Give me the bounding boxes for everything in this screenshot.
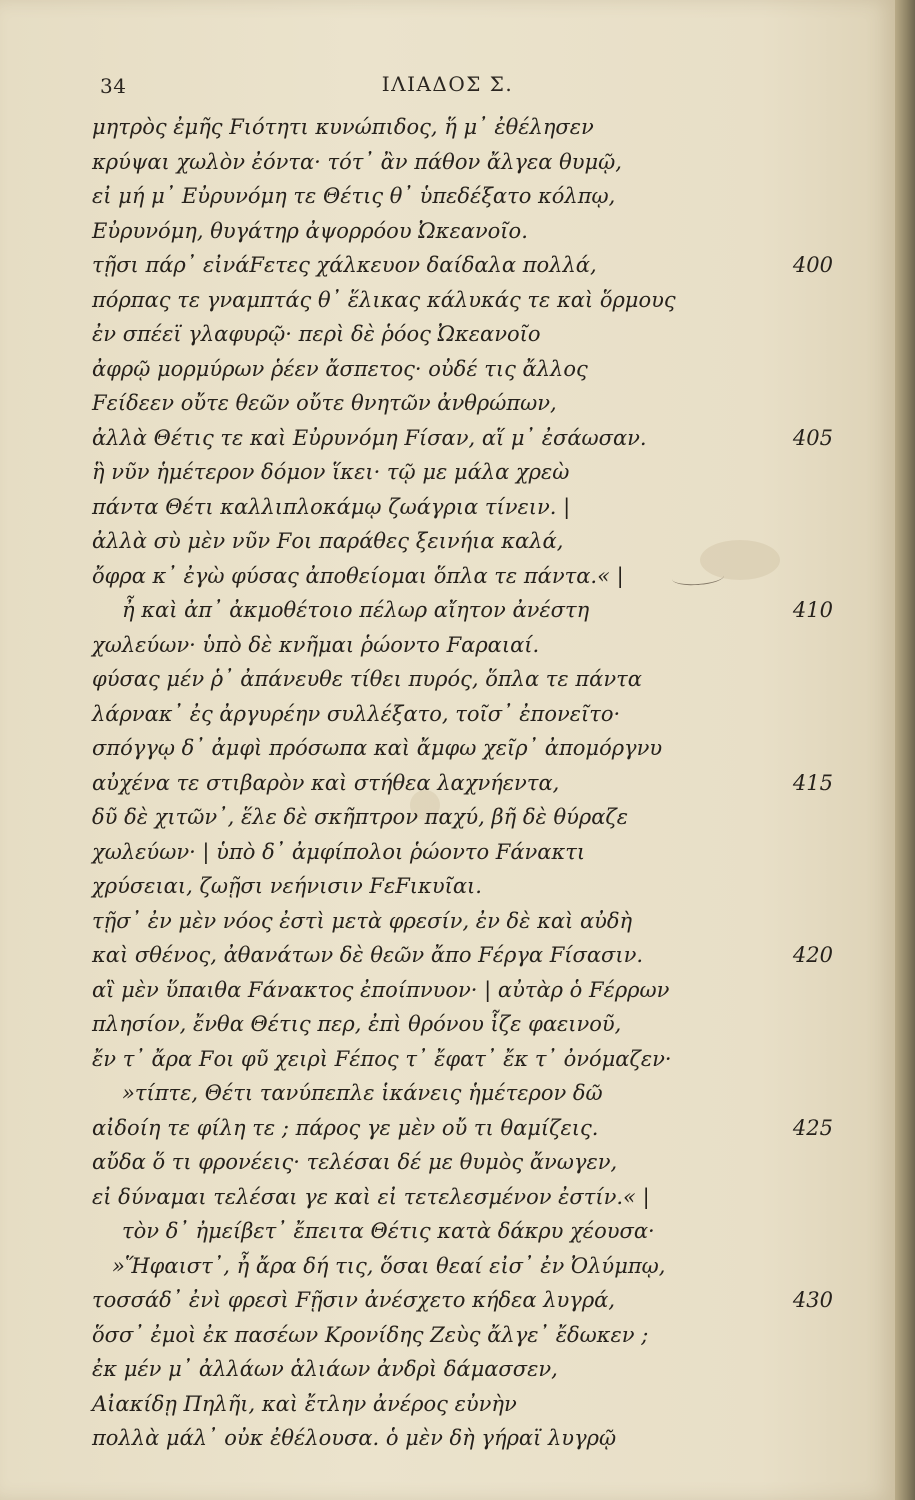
verse-line-text: τὸν δ᾽ ἠμείβετ᾽ ἔπειτα Θέτις κατὰ δάκρυ χέουσα·	[122, 1219, 655, 1243]
verse-line	[0, 1180, 895, 1215]
verse-line-text: τοσσάδ᾽ ἐνὶ φρεσὶ Fῇσιν ἀνέσχετο κήδεα λυγρά,	[92, 1288, 616, 1312]
running-title: ΙΛΙΑΔΟΣ Σ.	[381, 72, 514, 96]
verse-line-text: τῇσι πάρ᾽ εἰνάFετες χάλκευον δαίδαλα πολλά,	[92, 253, 597, 277]
verse-line	[0, 835, 895, 870]
verse-line-text: φύσας μέν ῥ᾽ ἀπάνευθε τίθει πυρός, ὅπλα τε πάντα	[92, 667, 642, 691]
verse-line	[0, 1352, 895, 1387]
line-number: 400	[792, 253, 833, 277]
verse-line-text: ἀλλὰ Θέτις τε καὶ Εὐρυνόμη Fίσαν, αἵ μ᾽ ἐσάωσαν.	[92, 425, 647, 450]
verse-line	[0, 1249, 895, 1284]
verse-line	[0, 214, 895, 249]
verse-line	[0, 1076, 895, 1111]
verse-line	[0, 973, 895, 1008]
verse-line-text: σπόγγῳ δ᾽ ἀμφὶ πρόσωπα καὶ ἄμφω χεῖρ᾽ ἀπομόργνυ	[92, 736, 663, 760]
verse-line	[0, 766, 895, 801]
verse-line-text: ὅσσ᾽ ἐμοὶ ἐκ πασέων Κρονίδης Ζεὺς ἄλγε᾽ ἔδωκεν ;	[92, 1322, 649, 1347]
verse-line-text: »τίπτε, Θέτι τανύπεπλε ἱκάνεις ἡμέτερον δῶ	[122, 1081, 603, 1105]
verse-line	[0, 1421, 895, 1456]
verse-line	[0, 110, 895, 145]
verse-line-text: ἀφρῷ μορμύρων ῥέεν ἄσπετος· οὐδέ τις ἄλλος	[92, 356, 588, 381]
verse-line-text: Fείδεεν οὔτε θεῶν οὔτε θνητῶν ἀνθρώπων,	[92, 391, 557, 415]
verse-line	[0, 938, 895, 973]
verse-line-text: εἰ μή μ᾽ Εὐρυνόμη τε Θέτις θ᾽ ὑπεδέξατο κόλπῳ,	[92, 184, 616, 208]
verse-line	[0, 1283, 895, 1318]
verse-line-text: Εὐρυνόμη, θυγάτηρ ἀψορρόου Ὠκεανοῖο.	[92, 218, 528, 243]
verse-line	[0, 662, 895, 697]
verse-line-text: καὶ σθένος, ἀθανάτων δὲ θεῶν ἄπο Fέργα Fίσασιν.	[92, 943, 644, 967]
verse-line	[0, 179, 895, 214]
verse-line	[0, 1111, 895, 1146]
verse-line-text: ἣ νῦν ἡμέτερον δόμον ἵκει· τῷ με μάλα χρεὼ	[92, 460, 570, 484]
verse-line	[0, 524, 895, 559]
verse-line	[0, 1007, 895, 1042]
verse-line	[0, 317, 895, 352]
verse-line-text: αὐχένα τε στιβαρὸν καὶ στήθεα λαχνήεντα,	[92, 770, 560, 795]
verse-line-text: ἀλλὰ σὺ μὲν νῦν Fοι παράθες ξεινήια καλά,	[92, 529, 564, 553]
verse-line-text: ἔν τ᾽ ἄρα Fοι φῦ χειρὶ Fέπος τ᾽ ἔφατ᾽ ἔκ τ᾽ ὀνόμαζεν·	[92, 1046, 672, 1071]
verse-line-text: χωλεύων· | ὑπὸ δ᾽ ἀμφίπολοι ῥώοντο Fάνακτι	[92, 839, 586, 864]
verse-text-block	[0, 110, 895, 1456]
verse-line	[0, 1387, 895, 1422]
line-number: 415	[792, 770, 833, 795]
verse-line-text: ὄφρα κ᾽ ἐγὼ φύσας ἀποθείομαι ὅπλα τε πάντα.« |	[92, 563, 624, 588]
verse-line-text: αἳ μὲν ὕπαιθα Fάνακτος ἐποίπνυον· | αὐτὰρ ὁ Fέρρων	[92, 977, 670, 1002]
verse-line-text: εἰ δύναμαι τελέσαι γε καὶ εἰ τετελεσμένον ἐστίν.« |	[92, 1184, 650, 1209]
verse-line	[0, 421, 895, 456]
verse-line-text: αὔδα ὅ τι φρονέεις· τελέσαι δέ με θυμὸς ἄνωγεν,	[92, 1150, 618, 1174]
verse-line	[0, 490, 895, 525]
verse-line	[0, 628, 895, 663]
verse-line-text: ἐκ μέν μ᾽ ἀλλάων ἁλιάων ἀνδρὶ δάμασσεν,	[92, 1357, 558, 1381]
verse-line-text: Αἰακίδῃ Πηλῆι, καὶ ἔτλην ἀνέρος εὐνὴν	[92, 1391, 517, 1416]
verse-line-text: »Ἥφαιστ᾽, ἦ ἄρα δή τις, ὅσαι θεαί εἰσ᾽ ἐν Ὀλύμπῳ,	[112, 1253, 666, 1278]
verse-line-text: δῦ δὲ χιτῶν᾽, ἕλε δὲ σκῆπτρον παχύ, βῆ δὲ θύραζε	[92, 805, 629, 829]
page-number: 34	[100, 74, 127, 98]
verse-line	[0, 145, 895, 180]
verse-line-text: μητρὸς ἐμῆς Fιότητι κυνώπιδος, ἥ μ᾽ ἐθέλησεν	[92, 115, 594, 139]
verse-line	[0, 1145, 895, 1180]
verse-line	[0, 559, 895, 594]
verse-line	[0, 386, 895, 421]
verse-line	[0, 869, 895, 904]
verse-line-text: τῇσ᾽ ἐν μὲν νόος ἐστὶ μετὰ φρεσίν, ἐν δὲ καὶ αὐδὴ	[92, 908, 633, 933]
verse-line-text: χωλεύων· ὑπὸ δὲ κνῆμαι ῥώοντο Fαραιαί.	[92, 632, 540, 657]
line-number: 430	[792, 1288, 833, 1312]
verse-line-text: λάρνακ᾽ ἐς ἀργυρέην συλλέξατο, τοῖσ᾽ ἐπονεῖτο·	[92, 701, 621, 726]
verse-line	[0, 455, 895, 490]
page-edge	[895, 0, 915, 1500]
verse-line-text: ἦ καὶ ἀπ᾽ ἀκμοθέτοιο πέλωρ αἴητον ἀνέστη	[122, 598, 590, 622]
verse-line-text: αἰδοίη τε φίλη τε ; πάρος γε μὲν οὔ τι θαμίζεις.	[92, 1115, 599, 1140]
line-number: 425	[792, 1115, 833, 1140]
line-number: 405	[792, 425, 833, 450]
verse-line	[0, 593, 895, 628]
line-number: 420	[792, 943, 833, 967]
verse-line-text: κρύψαι χωλὸν ἐόντα· τότ᾽ ἂν πάθον ἄλγεα θυμῷ,	[92, 149, 622, 174]
verse-line	[0, 352, 895, 387]
verse-line	[0, 248, 895, 283]
verse-line	[0, 800, 895, 835]
verse-line	[0, 1042, 895, 1077]
verse-line-text: πάντα Θέτι καλλιπλοκάμῳ ζωάγρια τίνειν. |	[92, 494, 571, 519]
verse-line	[0, 904, 895, 939]
verse-line	[0, 697, 895, 732]
verse-line-text: χρύσειαι, ζωῇσι νεήνισιν FεFικυῖαι.	[92, 874, 482, 898]
verse-line	[0, 1214, 895, 1249]
verse-line-text: πλησίον, ἔνθα Θέτις περ, ἐπὶ θρόνου ἷζε φαεινοῦ,	[92, 1012, 622, 1036]
verse-line-text: ἐν σπέεϊ γλαφυρῷ· περὶ δὲ ῥόος Ὠκεανοῖο	[92, 322, 541, 346]
verse-line	[0, 283, 895, 318]
verse-line	[0, 731, 895, 766]
verse-line-text: πόρπας τε γναμπτάς θ᾽ ἕλικας κάλυκάς τε καὶ ὅρμους	[92, 287, 676, 312]
verse-line	[0, 1318, 895, 1353]
line-number: 410	[792, 598, 833, 622]
verse-line-text: πολλὰ μάλ᾽ οὐκ ἐθέλουσα. ὁ μὲν δὴ γήραϊ λυγρῷ	[92, 1426, 617, 1450]
